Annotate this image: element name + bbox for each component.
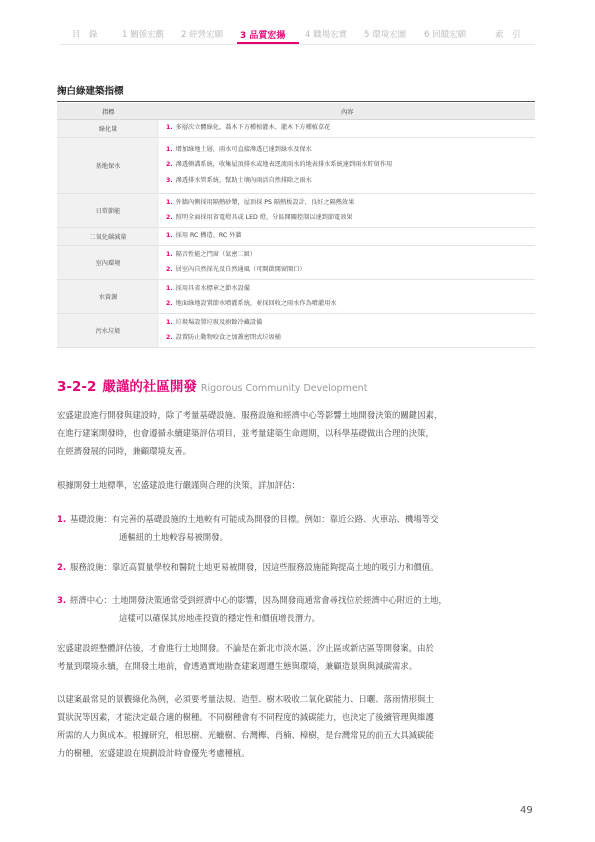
content-line: 1. 採用 RC 構造、RC 外牆 xyxy=(166,232,242,240)
row-content xyxy=(160,120,536,138)
page-number: 49 xyxy=(520,805,533,816)
green-building-indicator-table xyxy=(57,103,535,348)
nav-item-contents[interactable]: 目 錄 xyxy=(72,30,98,40)
header-indicator: 指標 xyxy=(57,103,160,120)
content-line: 2. 照明全面採用省電燈具或 LED 燈，分區開關控制以達到節電效果 xyxy=(166,213,353,221)
content-line: 2. 滲透側溝系統，收集屋頂排水或地表逕流雨水的地表排水系統達到雨水貯留作用 xyxy=(166,161,393,169)
row-category: 污水垃圾 xyxy=(57,314,160,348)
list-text-continued: 這樣可以確保其房地產投資的穩定性和價值增長潛力。 xyxy=(119,613,320,623)
content-line: 1. 隔音性能之門窗（氣密二級） xyxy=(166,251,257,258)
table-row xyxy=(57,314,535,348)
paragraph-line: 在進行建案開發時，也會遵循永續建築評估項目，並考量建築生命週期，以科學基礎做出合理的決策， xyxy=(57,428,434,438)
row-category: 二氧化碳減量 xyxy=(57,228,160,246)
paragraph-line: 根據開發土地標準，宏盛建設進行嚴謹與合理的決策，詳加評估： xyxy=(57,480,300,490)
content-line: 1. 多層次立體綠化，喬木下方種植灌木、灌木下方種植草花 xyxy=(166,124,331,132)
content-line: 1. 採用具省水標章之節水設備 xyxy=(166,285,250,292)
list-number: 1. xyxy=(57,514,67,524)
nav-item-chapter-4[interactable]: 4 職場宏實 xyxy=(305,30,348,40)
row-category: 水資源 xyxy=(57,280,160,314)
paragraph-line: 以建案最常見的景觀綠化為例，必須要考量法規、造型、樹木吸收二氧化碳能力、日曬、落雨情形與土 xyxy=(57,694,434,704)
nav-active-indicator xyxy=(237,42,299,44)
table-row xyxy=(57,120,535,138)
section-title-zh: 嚴謹的社區開發 xyxy=(102,379,197,395)
paragraph-line: 在經濟發展的同時，兼顧環境友善。 xyxy=(57,446,191,456)
content-line: 1. 垃圾場設置垃圾及廚餘冷藏設備 xyxy=(166,319,263,326)
list-number: 3. xyxy=(57,595,67,605)
nav-item-chapter-5[interactable]: 5 環境宏圖 xyxy=(364,30,407,40)
paragraph-line: 質狀況等因素，才能決定最合適的樹種。不同樹種會有不同程度的減碳能力，也決定了後續管理與維護 xyxy=(57,712,434,722)
paragraph-evaluation xyxy=(57,639,541,675)
row-content xyxy=(160,228,536,246)
top-navigation xyxy=(0,0,595,50)
paragraph-landscaping xyxy=(57,690,541,762)
row-category: 基地保水 xyxy=(57,138,160,194)
list-text: 服務設施：靠近高質量學校和醫院土地更易被開發，因這些服務設施能夠提高土地的吸引力和價值。 xyxy=(70,562,439,572)
paragraph-evaluation-lead xyxy=(57,476,541,494)
nav-item-chapter-6[interactable]: 6 回饋宏願 xyxy=(424,30,467,40)
paragraph-line: 力的樹種，宏盛建設在規劃設計時會優先考慮種植。 xyxy=(57,748,250,758)
table-row xyxy=(57,194,535,228)
content-line: 2. 居室內自然採光及自然通風（可開啟開窗開口） xyxy=(166,265,306,273)
table-row xyxy=(57,246,535,280)
nav-item-chapter-3[interactable]: 3 品質宏揚 xyxy=(240,30,286,41)
row-content xyxy=(160,314,536,348)
paragraph-line: 宏盛建設經整體評估後，才會進行土地開發。不論是在新北市淡水區、汐止區或新店區等開發案，由於 xyxy=(57,643,434,653)
table-row xyxy=(57,228,535,246)
row-content xyxy=(160,194,536,228)
list-item xyxy=(57,510,541,546)
nav-item-chapter-1[interactable]: 1 關係宏觀 xyxy=(122,30,165,40)
paragraph-line: 宏盛建設進行開發與建設時，除了考量基礎設施、服務設施和經濟中心等影響土地開發決策的關鍵因素， xyxy=(57,410,443,420)
content-line: 2. 地面綠地設置節水噴灌系統，並採回收之雨水作為噴灌用水 xyxy=(166,299,337,307)
list-number: 2. xyxy=(57,562,67,572)
paragraph-line: 所需的人力與成本。根據研究，相思樹、光蠟樹、台灣櫸、肖楠、樟樹，是台灣常見的前五大具減碳能 xyxy=(57,730,434,740)
nav-divider xyxy=(60,44,535,45)
table-header-row xyxy=(57,103,535,120)
list-text: 經濟中心：土地開發決策通常受到經濟中心的影響，因為開發商通常會尋找位於經濟中心附近的土地， xyxy=(70,595,447,605)
row-category: 綠化量 xyxy=(57,120,160,138)
list-text: 基礎設施：有完善的基礎設施的土地較有可能成為開發的目標。例如：靠近公路、火車站、機場等交 xyxy=(70,514,439,524)
paragraph-intro xyxy=(57,406,541,460)
nav-item-index[interactable]: 索 引 xyxy=(495,30,521,40)
table-row xyxy=(57,280,535,314)
table-title: 掬白綠建築指標 xyxy=(57,86,124,97)
section-heading xyxy=(57,375,367,395)
table-row xyxy=(57,138,535,194)
header-content: 內容 xyxy=(160,103,536,120)
list-text-continued: 通樞紐的土地較容易被開發。 xyxy=(119,532,228,542)
content-line: 1. 外牆內側採用隔熱砂漿，屋頂採 PS 隔熱板設計，良好之隔熱效果 xyxy=(166,199,355,206)
nav-item-chapter-2[interactable]: 2 經營宏願 xyxy=(181,30,224,40)
section-title-en: Rigorous Community Development xyxy=(200,383,368,394)
row-category: 室內環境 xyxy=(57,246,160,280)
section-number: 3-2-2 xyxy=(57,379,97,395)
paragraph-line: 考量到環境永續，在開發土地前，會透過實地勘查建案週遭生態與環境，兼顧造景與與減碳需求。 xyxy=(57,661,418,671)
content-line: 2. 設置防止動物咬食之加蓋密閉式垃圾桶 xyxy=(166,333,281,341)
row-content xyxy=(160,138,536,194)
list-item xyxy=(57,591,541,627)
row-content xyxy=(160,280,536,314)
row-content xyxy=(160,246,536,280)
row-category: 日常節能 xyxy=(57,194,160,228)
list-item xyxy=(57,558,541,576)
table-title-rule xyxy=(57,101,535,102)
content-line: 3. 滲透排水管系統，幫助土壤內雨活自然排除之雨水 xyxy=(166,176,312,184)
content-line: 1. 增加綠地土層，雨水可直接滲透已達到綠水及保水 xyxy=(166,145,312,153)
